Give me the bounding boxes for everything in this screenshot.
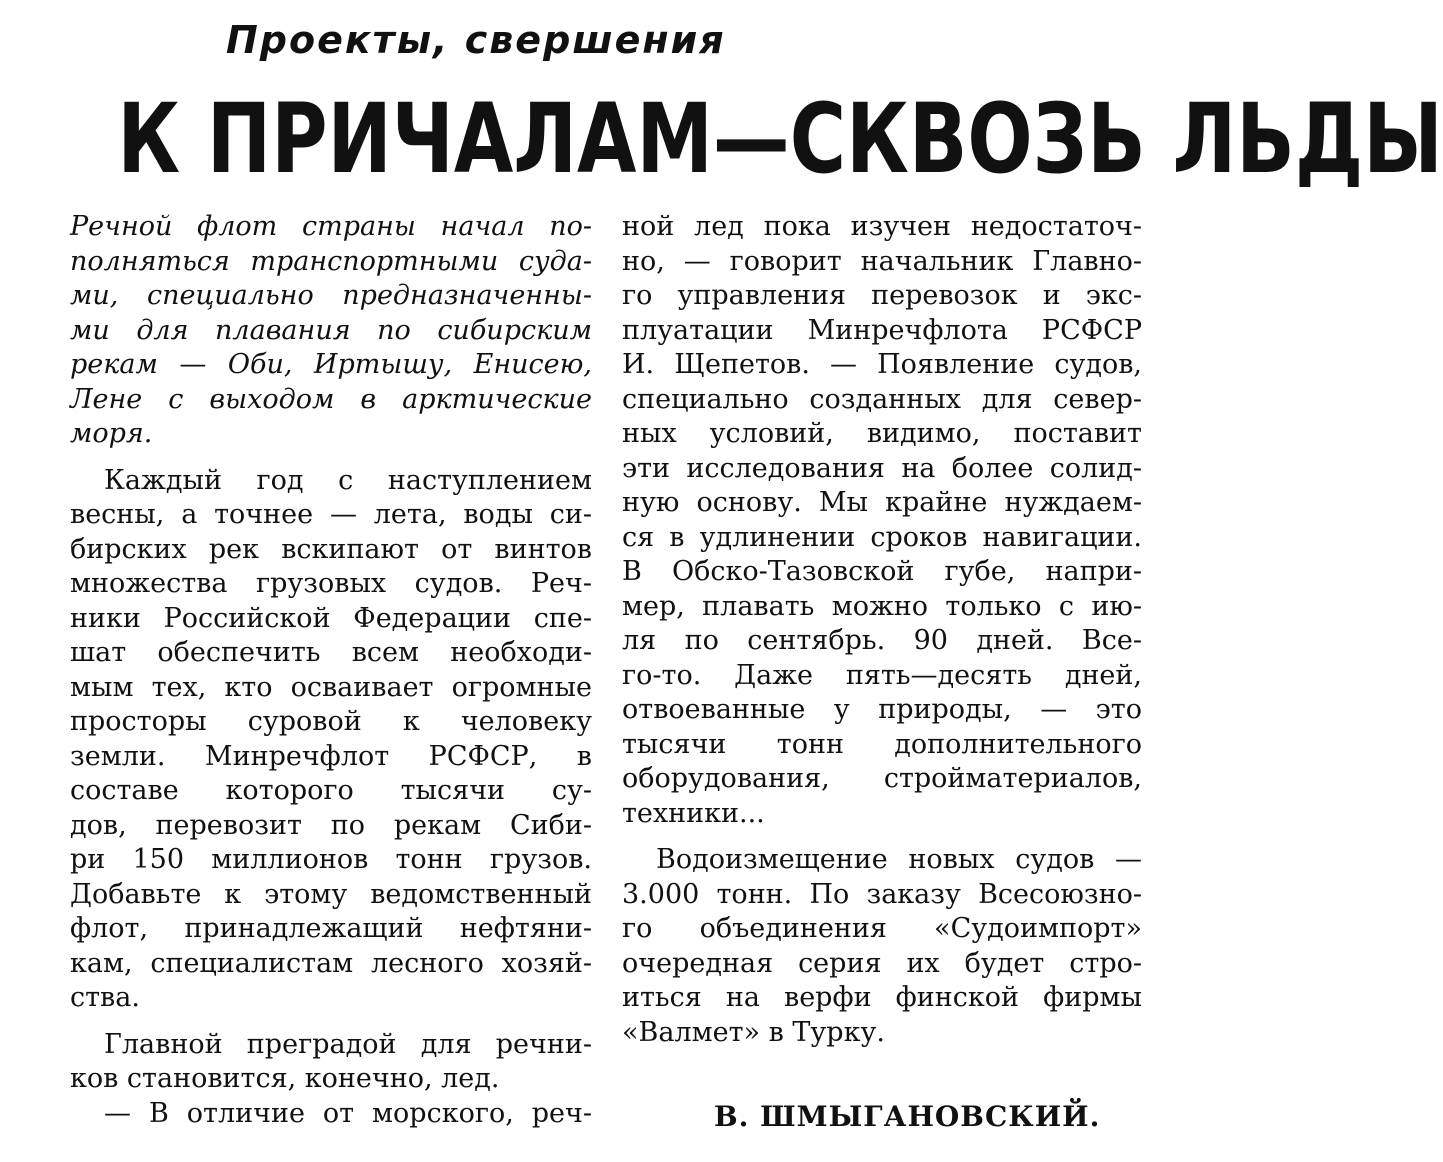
text-line: Водоизмещение новых судов — [656, 844, 1142, 875]
text-line: рекам — Оби, Иртышу, Енисею, [70, 349, 592, 380]
text-line: — В отличие от морского, реч- [104, 1097, 592, 1129]
right-column [622, 210, 1142, 1050]
text-line: кам, специалистам лесного хозяй- [70, 947, 592, 979]
text-line: «Валмет» в Турку. [622, 1016, 885, 1048]
text-line: отвоеванные у природы, — это [622, 694, 1142, 725]
text-line: шат обеспечить всем необходи- [70, 637, 592, 668]
text-line: ля по сентябрь. 90 дней. Все- [622, 625, 1142, 656]
text-line: просторы суровой к человеку [70, 706, 592, 737]
body-paragraph [622, 210, 1142, 831]
text-line: множества грузовых судов. Реч- [70, 568, 592, 599]
text-line: мер, плавать можно только с ию- [622, 590, 1142, 622]
text-line: очередная серия их будет стро- [622, 947, 1142, 979]
text-line: го управления перевозок и экс- [622, 280, 1142, 311]
body-paragraph [70, 1028, 592, 1132]
text-line: дов, перевозит по рекам Сиби- [70, 809, 592, 841]
text-line: специально созданных для север- [622, 383, 1142, 415]
text-line: ных условий, видимо, поставит [622, 418, 1142, 449]
text-line: земли. Минречфлот РСФСР, в [70, 740, 592, 772]
text-line: го-то. Даже пять—десять дней, [622, 659, 1142, 691]
text-line: Главной преградой для речни- [104, 1028, 592, 1060]
text-line: иться на верфи финской фирмы [622, 982, 1142, 1013]
body-paragraph [70, 464, 592, 1016]
text-line: эти исследования на более солид- [622, 452, 1142, 484]
text-line: В Обско-Тазовской губе, напри- [622, 556, 1142, 587]
left-column [70, 210, 592, 1131]
text-line: 3.000 тонн. По заказу Всесоюзно- [622, 878, 1142, 910]
headline: К ПРИЧАЛАМ—СКВОЗЬ ЛЬДЫ [117, 83, 1443, 195]
text-line: оборудования, стройматериалов, [622, 763, 1142, 794]
text-line: тысячи тонн дополнительного [622, 728, 1142, 760]
text-line: И. Щепетов. — Появление судов, [622, 349, 1142, 380]
text-line: ной лед пока изучен недостаточ- [622, 211, 1142, 242]
text-line: ков становится, конечно, лед. [70, 1063, 500, 1094]
text-line: Лене с выходом в арктические [70, 383, 592, 415]
text-line: ники Российской Федерации спе- [70, 602, 592, 634]
text-line: ми, специально предназначенны- [70, 280, 592, 311]
text-line: составе которого тысячи су- [70, 775, 592, 806]
text-line: техники... [622, 797, 765, 829]
text-line: ри 150 миллионов тонн грузов. [70, 844, 592, 875]
text-line: го объединения «Судоимпорт» [622, 913, 1142, 944]
text-line: мым тех, кто осваивает огромные [70, 671, 592, 703]
body-paragraph [622, 843, 1142, 1050]
text-line: ми для плавания по сибирским [70, 314, 592, 346]
text-line: Добавьте к этому ведомственный [70, 878, 592, 910]
lead-paragraph [70, 210, 592, 452]
text-line: бирских рек вскипают от винтов [70, 533, 592, 565]
text-line: но, — говорит начальник Главно- [622, 245, 1142, 277]
text-line: полняться транспортными суда- [70, 245, 592, 277]
text-line: ства. [70, 982, 140, 1013]
text-line: плуатации Минречфлота РСФСР [622, 314, 1142, 346]
text-line: ную основу. Мы крайне нуждаем- [622, 487, 1142, 518]
signature: В. ШМЫГАНОВСКИЙ. [714, 1100, 1101, 1133]
text-line: моря. [70, 418, 153, 449]
text-line: Речной флот страны начал по- [70, 211, 592, 242]
text-line: Каждый год с наступлением [104, 464, 592, 496]
text-line: весны, а точнее — лета, воды си- [70, 499, 592, 530]
text-line: флот, принадлежащий нефтяни- [70, 913, 592, 944]
text-line: ся в удлинении сроков навигации. [622, 521, 1142, 553]
rubric: Проекты, свершения [226, 18, 726, 62]
